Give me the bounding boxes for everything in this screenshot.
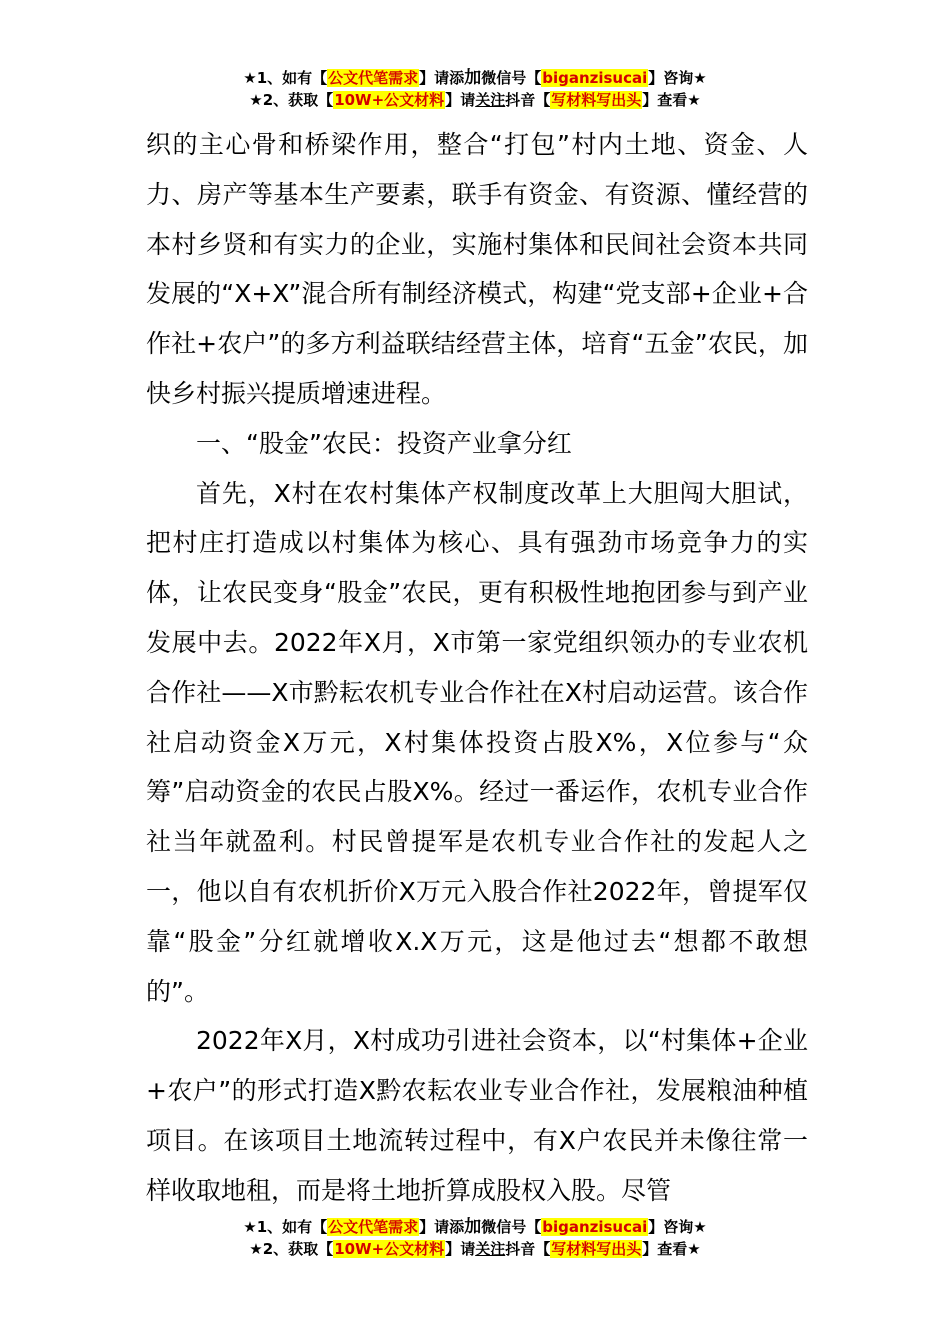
banner-highlight-materials: 10W+公文材料 [334,1240,445,1258]
banner-text: 】请添 [419,69,465,87]
banner-emphasis: 加 [464,68,482,88]
banner-text: 】请 [445,1240,476,1258]
banner-line-2 [0,1238,950,1260]
banner-text: 微信号【 [481,69,542,87]
banner-text: 】查看★ [642,91,701,109]
banner-text: ★1、如有【 [243,1218,328,1236]
paragraph-body: 2022年X月，X村成功引进社会资本，以“村集体+企业+农户”的形式打造X黔农耘农业专业合作社，发展粮油种植项目。在该项目土地流转过程中，有X户农民并未像往常一样收取地租，而是将土地折算成股权入股。尽管 [146,1026,808,1205]
section-heading: 一、“股金”农民：投资产业拿分红 [196,428,572,458]
document-body [146,120,808,1216]
banner-text: 】咨询★ [648,1218,707,1236]
banner-text: 微信号【 [481,1218,542,1236]
banner-text: 抖音【 [505,1240,551,1258]
banner-text: 抖音【 [505,91,551,109]
paragraph-body: 首先，X村在农村集体产权制度改革上大胆闯大胆试，把村庄打造成以村集体为核心、具有强劲市场竞争力的实体，让农民变身“股金”农民，更有积极性地抱团参与到产业发展中去。2022年X月，X市第一家党组织领办的专业农机合作社——X市黔耘农机专业合作社在X村启动运营。该合作社启动资金X万元，X村集体投资占股X%，X位参与“众筹”启动资金的农民占股X%。经过一番运作，农机专业合作社当年就盈利。村民曾提军是农机专业合作社的发起人之一，他以自有农机折价X万元入股合作社2022年，曾提军仅靠“股金”分红就增收X.X万元，这是他过去“想都不敢想的”。 [146,478,808,1006]
banner-text: 】咨询★ [648,69,707,87]
banner-text: ★1、如有【 [243,69,328,87]
banner-highlight-wechat: biganzisucai [542,1218,648,1236]
banner-text: 】查看★ [642,1240,701,1258]
banner-line-2 [0,89,950,111]
banner-highlight-service: 公文代笔需求 [328,1218,419,1236]
banner-text: ★2、获取【 [249,91,334,109]
banner-text: 】请添 [419,1218,465,1236]
banner-highlight-wechat: biganzisucai [542,69,648,87]
banner-underline-follow: 关注 [475,1240,506,1258]
banner-highlight-materials: 10W+公文材料 [334,91,445,109]
banner-emphasis: 加 [464,1217,482,1237]
footer-banner [0,1216,950,1260]
banner-text: ★2、获取【 [249,1240,334,1258]
banner-underline-follow: 关注 [475,91,506,109]
header-banner [0,67,950,111]
paragraph-intro: 织的主心骨和桥梁作用，整合“打包”村内土地、资金、人力、房产等基本生产要素，联手有资金、有资源、懂经营的本村乡贤和有实力的企业，实施村集体和民间社会资本共同发展的“X+X”混合所有制经济模式，构建“党支部+企业+合作社+农户”的多方利益联结经营主体，培育“五金”农民，加快乡村振兴提质增速进程。 [146,130,808,408]
banner-highlight-douyin: 写材料写出头 [551,1240,642,1258]
banner-highlight-douyin: 写材料写出头 [551,91,642,109]
banner-line-1 [0,67,950,89]
banner-highlight-service: 公文代笔需求 [328,69,419,87]
banner-text: 】请 [445,91,476,109]
banner-line-1 [0,1216,950,1238]
